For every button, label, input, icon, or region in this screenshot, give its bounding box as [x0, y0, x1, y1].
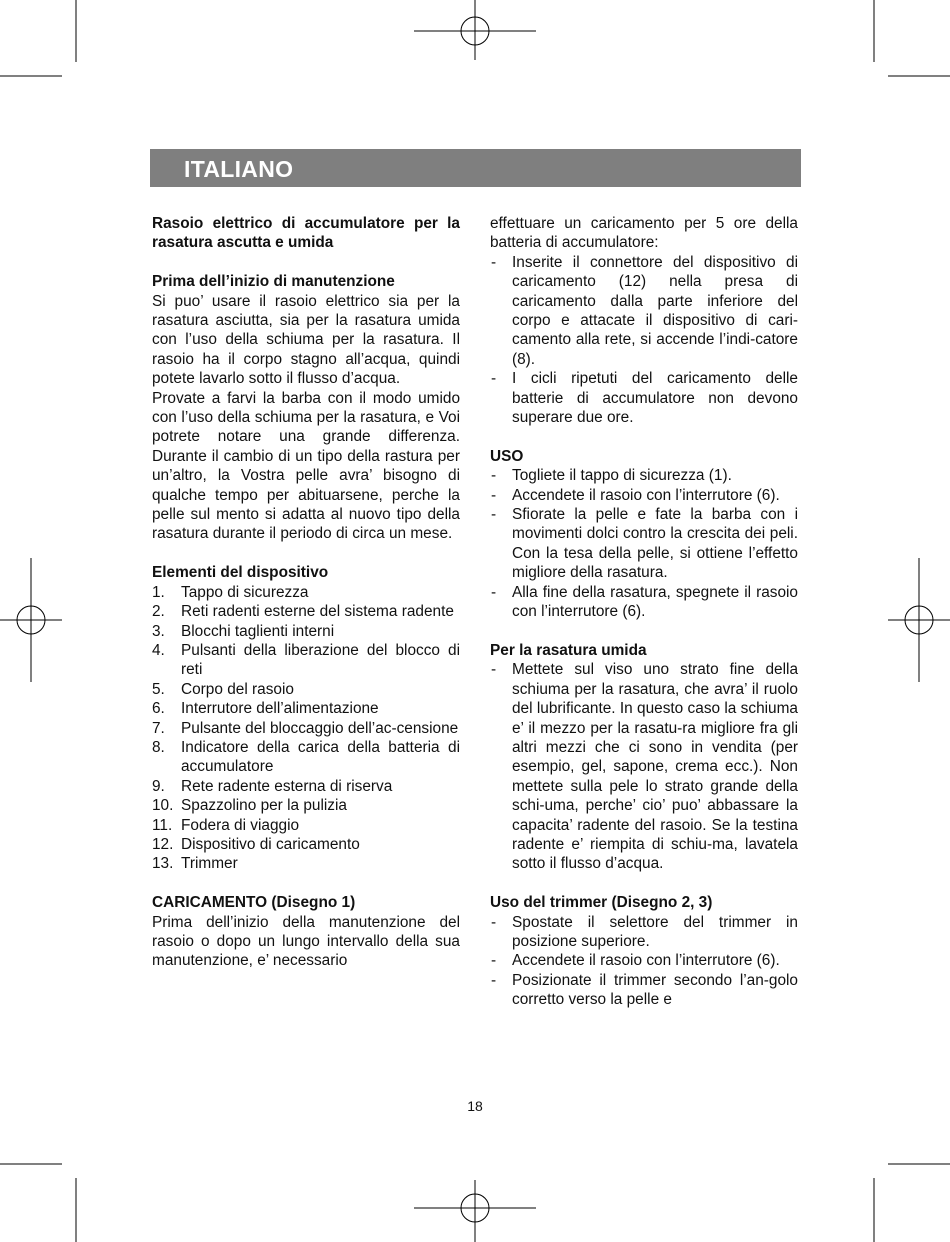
list-item: 10. Spazzolino per la pulizia	[152, 797, 347, 815]
document-title: Rasoio elettrico di accumulatore per la rasatura ascutta e umida	[152, 215, 460, 252]
section-heading-maintenance: Prima dell’inizio di manutenzione	[152, 273, 395, 291]
section-heading-elements: Elementi del dispositivo	[152, 564, 329, 582]
section-heading-wet-shaving: Per la rasatura umida	[490, 641, 647, 659]
list-item: - Posizionate il trimmer secondo l’an-golo corretto verso la pelle e	[491, 971, 798, 1009]
elements-list	[152, 583, 460, 874]
maintenance-paragraph-2: Provate a farvi la barba con il modo umido con l’uso della schiuma per la rasatura, e Voi potrete notare una grande differenza. Durante il cambio di un tipo della rastura per un’altro, la Vostra pelle avra’ bisogno di qualche tempo per abituarsene, perche la pelle sul mento si adatta al nuovo tipo della rasatura durante il periodo di circa un mese.	[152, 389, 460, 543]
list-item: - Alla fine della rasatura, spegnete il rasoio con l’interrutore (6).	[491, 583, 798, 621]
charging-paragraph-continued: effettuare un caricamento per 5 ore della batteria di accumulatore:	[490, 215, 798, 252]
language-title: ITALIANO	[184, 156, 294, 182]
section-heading-uso: USO	[490, 447, 524, 465]
list-item: - Sfiorate la pelle e fate la barba con i movimenti dolci contro la crescita dei peli. Con la tesa della pelle, si ottiene l’effetto migliore della rasatura.	[491, 506, 798, 582]
section-heading-charging: CARICAMENTO (Disegno 1)	[152, 894, 356, 912]
list-item: 9. Rete radente esterna di riserva	[152, 777, 393, 795]
list-item: 2. Reti radenti esterne del sistema radente	[152, 603, 454, 621]
list-item: 8. Indicatore della carica della batteria di accumulatore	[152, 738, 460, 776]
list-item: 12. Dispositivo di caricamento	[152, 835, 360, 853]
list-item: 1. Tappo di sicurezza	[152, 583, 309, 601]
list-item: - Togliete il tappo di sicurezza (1).	[491, 467, 732, 485]
list-item: - I cicli ripetuti del caricamento delle batterie di accumulatore non devono superare due ore.	[491, 370, 798, 427]
list-item: 13. Trimmer	[152, 855, 238, 873]
list-item: - Spostate il selettore del trimmer in posizione superiore.	[491, 913, 798, 950]
list-item: - Inserite il connettore del dispositivo di caricamento (12) nella presa di caricamento dalla parte inferiore del corpo e attacate il dispositivo di cari-camento alla rete, si accende l’indi-catore (8).	[491, 253, 798, 368]
list-item: 6. Interrutore dell’alimentazione	[152, 700, 379, 718]
charging-paragraph: Prima dell’inizio della manutenzione del rasoio o dopo un lungo intervallo della sua manutenzione, e’ necessario	[152, 913, 460, 970]
list-item: 7. Pulsante del bloccaggio dell’ac-censione	[152, 719, 459, 737]
language-header-bar	[150, 149, 801, 187]
section-heading-trimmer: Uso del trimmer (Disegno 2, 3)	[490, 894, 713, 912]
list-item: 11. Fodera di viaggio	[152, 816, 300, 834]
list-item: 5. Corpo del rasoio	[152, 680, 294, 698]
list-item: - Mettete sul viso uno strato fine della schiuma per la rasatura, che avra’ il ruolo del lubrificante. In questo caso la schiuma e’ il mezzo per la rasatu-ra migliore fra gli altri mezzi che ci sono in vendita (per esempio, gel, sapone, crema ecc.). Non mettete sulla pele lo strato grande della schi-uma, perche’ cio’ puo’ abbassare la capacita’ radente del rasoio. Se la testina radente e’ riempita di schiu-ma, lavatela sotto il flusso d’acqua.	[491, 661, 798, 873]
page-number: 18	[467, 1098, 483, 1114]
left-column	[152, 214, 460, 971]
list-item: - Accendete il rasoio con l’interrutore (6).	[491, 486, 780, 504]
right-column	[490, 214, 798, 1010]
list-item: 3. Blocchi taglienti interni	[152, 622, 335, 640]
maintenance-paragraph-1: Si puo’ usare il rasoio elettrico sia per la rasatura asciutta, sia per la rasatura umida con l’uso della schiuma per la rasatura. Il rasoio ha il corpo stagno all’acqua, quindi potete lavarlo sotto il flusso d’acqua.	[152, 292, 460, 388]
list-item: - Accendete il rasoio con l’interrutore (6).	[491, 952, 780, 970]
list-item: 4. Pulsanti della liberazione del blocco di reti	[152, 641, 460, 679]
